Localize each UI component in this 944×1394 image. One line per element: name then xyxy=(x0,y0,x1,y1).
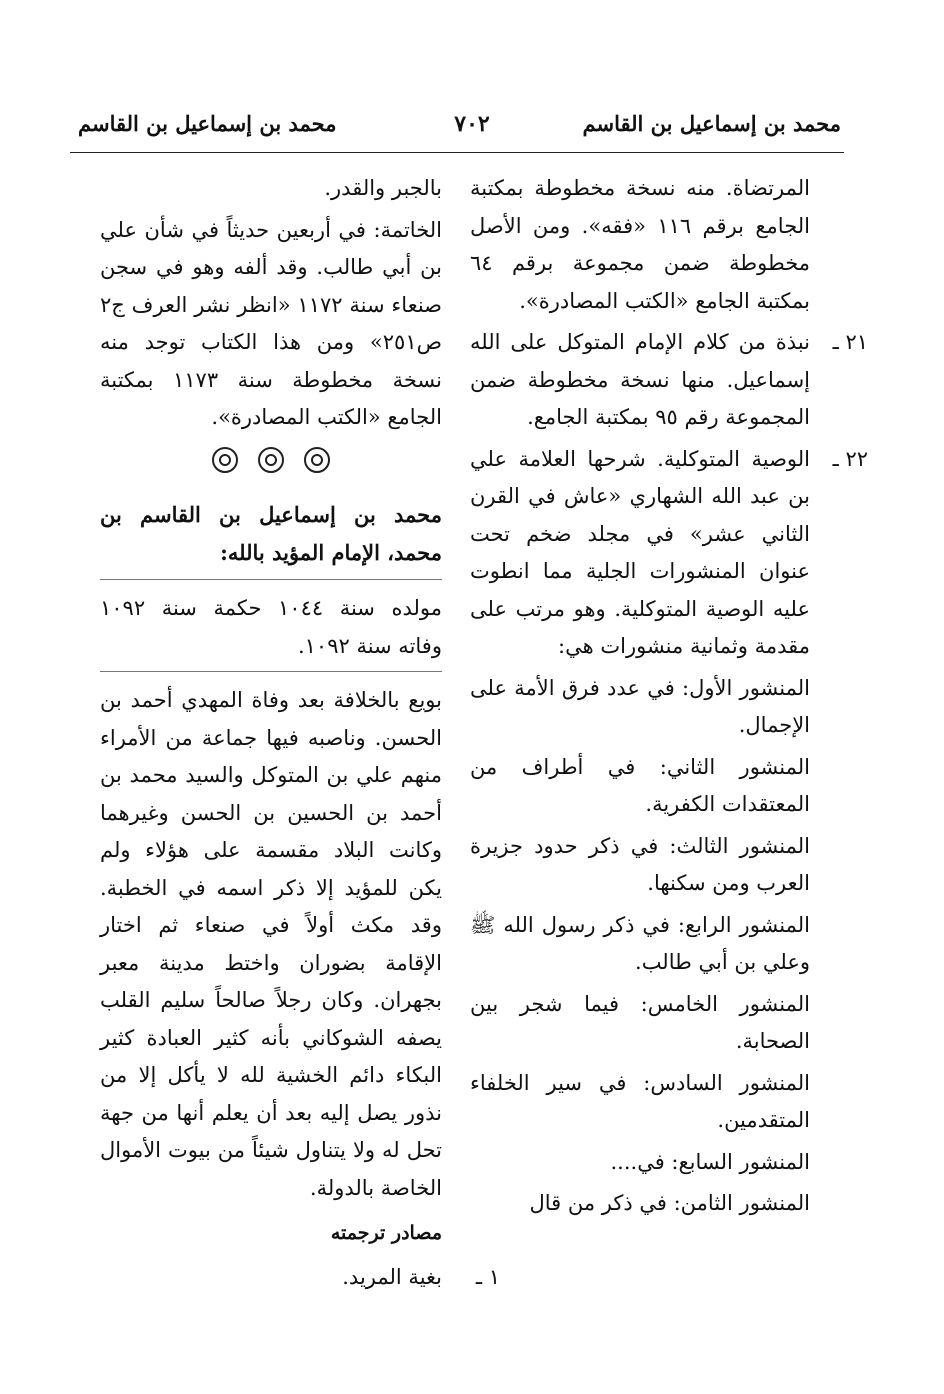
sub-item: المنشور الرابع: في ذكر رسول الله ﷺ وعلي بن أبي طالب. xyxy=(470,912,810,974)
divider xyxy=(100,579,442,580)
source-text: بغية المريد. xyxy=(342,1264,442,1289)
running-header-right: محمد بن إسماعيل بن القاسم xyxy=(582,111,841,136)
flower-ornament-icon xyxy=(258,447,284,473)
right-column xyxy=(470,170,868,1227)
sub-item: المنشور السادس: في سير الخلفاء المتقدمين. xyxy=(470,1070,810,1132)
item-number: ٢١ ـ xyxy=(832,330,868,354)
page-number: ٧٠٢ xyxy=(454,111,490,137)
conclusion-paragraph: الخاتمة: في أربعين حديثاً في شأن علي بن أبي طالب. وقد ألفه وهو في سجن صنعاء سنة ١١٧٢ «انظر نشر العرف ج٢ ص٢٥١» ومن هذا الكتاب توجد منه نسخة مخطوطة سنة ١١٧٣ بمكتبة الجامع «الكتب المصادرة». xyxy=(100,217,442,429)
flower-ornament-icon xyxy=(304,447,330,473)
sub-item: المنشور السابع: في.... xyxy=(610,1149,810,1174)
list-item xyxy=(470,324,868,437)
divider xyxy=(100,671,442,672)
continuation-paragraph: بالجبر والقدر. xyxy=(324,176,442,200)
item-text: الوصية المتوكلية. شرحها العلامة علي بن عبد الله الشهاري «عاش في القرن الثاني عشر» في مجلد ضخم تحت عنوان المنشورات الجلية مما انطوت عليه الوصية المتوكلية. وهو مرتب على مقدمة وثمانية منشورات هي: xyxy=(470,446,810,658)
source-item xyxy=(100,1259,500,1297)
dates-paragraph: مولده سنة ١٠٤٤ حكمة سنة ١٠٩٢ وفاته سنة ١٠٩٢. xyxy=(100,596,442,658)
header-rule xyxy=(70,152,844,153)
sub-item: المنشور الثالث: في ذكر حدود جزيرة العرب ومن سكنها. xyxy=(470,833,810,895)
continuation-paragraph: المرتضاة. منه نسخة مخطوطة بمكتبة الجامع برقم ١١٦ «فقه». ومن الأصل مخطوطة ضمن مجموعة برقم ٦٤ بمكتبة الجامع «الكتب المصادرة». xyxy=(470,176,810,313)
sub-item: المنشور الخامس: فيما شجر بين الصحابة. xyxy=(470,991,810,1053)
list-item xyxy=(470,441,868,666)
sources-title: مصادر ترجمته xyxy=(330,1222,442,1244)
item-text: نبذة من كلام الإمام المتوكل على الله إسماعيل. منها نسخة مخطوطة ضمن المجموعة رقم ٩٥ بمكتبة الجامع. xyxy=(470,330,810,429)
sub-item: المنشور الثامن: في ذكر من قال xyxy=(529,1191,810,1215)
sub-item: المنشور الأول: في عدد فرق الأمة على الإجمال. xyxy=(470,675,810,737)
sources-list xyxy=(100,1259,500,1297)
biography-paragraph: بويع بالخلافة بعد وفاة المهدي أحمد بن الحسن. وناصبه فيها جماعة من الأمراء منهم علي بن المتوكل والسيد محمد بن أحمد بن الحسين بن الحسن وغيرهما وكانت البلاد مقسمة على هؤلاء ولم يكن للمؤيد إلا ذكر اسمه في الخطبة. وقد مكث أولاً في صنعاء ثم اختار الإقامة بضوران واختط مدينة معبر بجهران. وكان رجلاً صالحاً سليم القلب يصفه الشوكاني بأنه كثير العبادة كثير البكاء دائم الخشية لله لا يأكل إلا من نذور يصل إليه بعد أن يعلم أنها من جهة تحل له ولا يتناول شيئاً من بيوت الأموال الخاصة بالدولة. xyxy=(100,688,442,1200)
flower-ornament-icon xyxy=(212,447,238,473)
left-column xyxy=(100,170,500,1300)
section-ornaments xyxy=(100,441,442,479)
running-header-left: محمد بن إسماعيل بن القاسم xyxy=(78,111,337,136)
source-number: ١ ـ xyxy=(475,1264,500,1289)
sub-item: المنشور الثاني: في أطراف من المعتقدات الكفرية. xyxy=(470,754,810,816)
biography-title: محمد بن إسماعيل بن القاسم بن محمد، الإمام المؤيد بالله: xyxy=(100,502,442,565)
item-number: ٢٢ ـ xyxy=(832,446,868,471)
